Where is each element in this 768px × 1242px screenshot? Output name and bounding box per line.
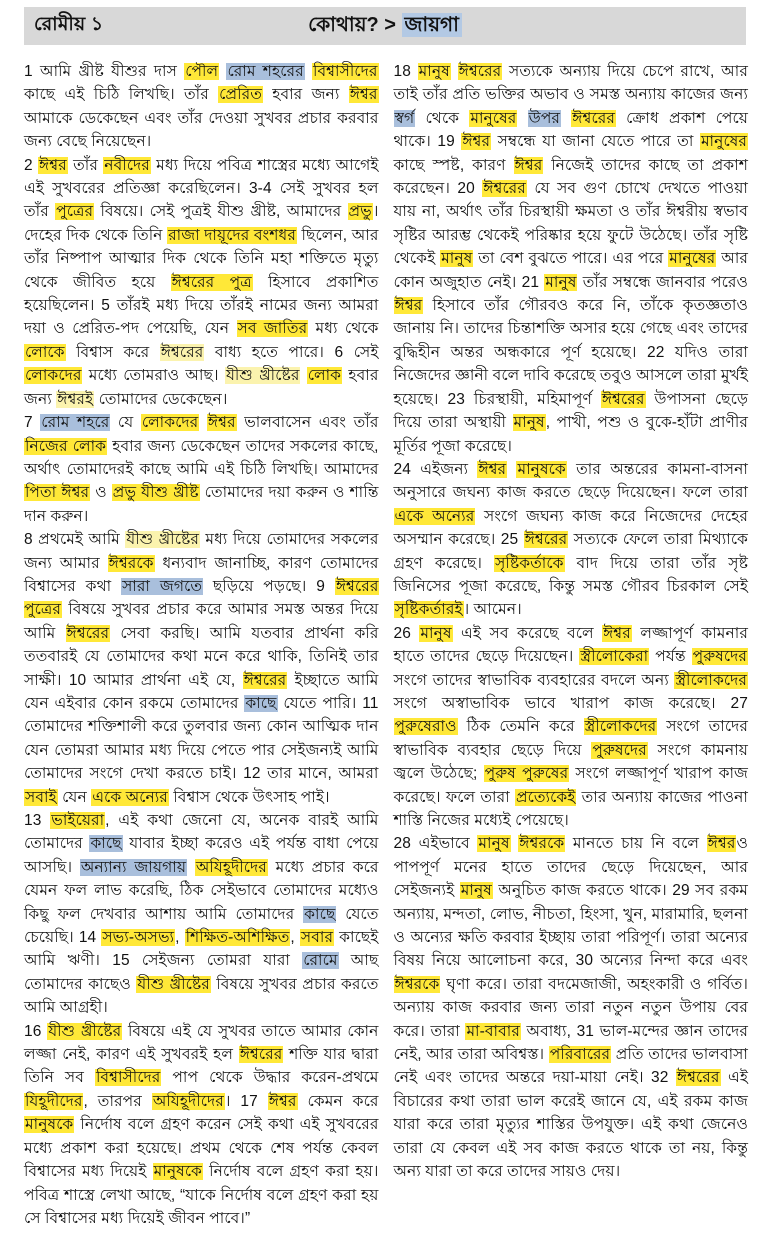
person-highlight: যিহূদীদের xyxy=(25,1092,83,1110)
person-highlight: ঈশ্বরের xyxy=(458,63,502,80)
place-highlight: স্বর্গ xyxy=(394,109,415,127)
text-columns xyxy=(0,45,768,1242)
person-highlight: সবার xyxy=(300,929,334,947)
verse-text: মধ্যে প্রচার করে যেমন ফল লাভ করেছি, ঠিক সেইভাবে তোমাদের মধ্যেও কিছু ফল দেখবার আশায় আমি তোমাদের xyxy=(24,858,379,923)
person-highlight: সবাই xyxy=(25,788,57,806)
verse-text: ও পাপপূর্ণ মনের হাতে তাদের ছেড়ে দিয়েছেন, আর সেইজন্যই xyxy=(393,835,748,900)
person-highlight: ঈশ্বরকে xyxy=(519,835,565,853)
person-highlight: মানুষকে xyxy=(517,460,566,478)
place-highlight: কাছে xyxy=(90,835,122,853)
verse-text: মধ্য থেকে xyxy=(308,320,379,338)
column-right xyxy=(394,60,749,1230)
verse-text: 18 xyxy=(393,63,418,80)
verse-text xyxy=(199,414,207,431)
person-highlight: ঈশ্বর xyxy=(462,133,491,151)
person-highlight: লোকদের xyxy=(25,367,82,385)
person-highlight: স্ত্রীলোকদের xyxy=(675,671,747,689)
person-highlight: মানুষ xyxy=(513,414,545,432)
person-highlight: মানুষকে xyxy=(153,1163,202,1181)
person-highlight: মানুষের xyxy=(669,250,716,268)
person-highlight: ঈশ্বরের xyxy=(160,343,204,361)
verse-paragraph xyxy=(24,1020,379,1231)
verse-text xyxy=(305,63,312,80)
verse-text: 24 এইজন্য xyxy=(393,460,478,478)
person-highlight: প্রত্যেকেই xyxy=(515,788,576,806)
verse-text: ক্রোধ প্রকাশ পেয়ে থাকে। 19 xyxy=(393,109,748,151)
person-highlight: নবীদের xyxy=(104,156,150,174)
verse-text: যেতে চেয়েছি। 14 xyxy=(24,905,379,947)
verse-text: ধন্যবাদ জানাচ্ছি, কারণ তোমাদের বিশ্বাসের কথা xyxy=(24,554,379,595)
verse-text: তোমাদের দয়া করুন ও শান্তি দান করুন। xyxy=(24,484,379,525)
verse-text xyxy=(300,367,306,384)
person-highlight: একে অন্যের xyxy=(394,507,475,525)
verse-text: হবার জন্য xyxy=(24,367,379,408)
verse-text: হবার জন্য ডেকেছেন তাদের সকলের কাছে, অর্থাৎ তোমাদেরই কাছে আমি এই চিঠি লিখছি। আমাদের xyxy=(24,437,379,478)
verse-paragraph xyxy=(24,528,379,809)
verse-text: যেন xyxy=(57,788,92,806)
verse-text: তার অন্যায় কাজের পাওনা শাস্তি নিজের মধ্যেই পেয়েছে। xyxy=(393,788,748,829)
place-highlight: কাছে xyxy=(304,905,336,923)
person-highlight: সৃষ্টিকর্তাকে xyxy=(495,554,564,572)
person-highlight: ঈশ্বরের xyxy=(239,1046,283,1064)
verse-text: মধ্য দিয়ে তোমাদের সকলের জন্য আমার xyxy=(24,531,379,572)
verse-text: বাধ্য হতে পারে। 6 সেই xyxy=(204,343,379,361)
person-highlight: ঈশ্বরের xyxy=(572,109,615,127)
person-highlight: পৌল xyxy=(185,63,219,80)
person-highlight: বিশ্বাসীদের xyxy=(95,1069,161,1087)
verse-text: যাবার ইচ্ছা করেও এই পর্যন্ত বাধা পেয়ে আসছি। xyxy=(24,835,379,876)
verse-paragraph xyxy=(24,154,379,411)
verse-paragraph xyxy=(394,622,749,833)
question-topic-highlight: জায়গা xyxy=(402,13,462,37)
verse-text: তোমাদের ডেকেছেন। xyxy=(94,390,228,408)
person-highlight: ঈশ্বরই xyxy=(57,390,94,408)
person-highlight: ঈশ্বরকে xyxy=(394,975,440,993)
person-highlight: যীশু খ্রীষ্টের xyxy=(225,367,300,385)
verse-text: অবাধ্য, 31 ভাল-মন্দের জ্ঞান তাদের নেই, আর তারা অবিশ্বস্ত। xyxy=(393,1022,748,1064)
verse-text: সংগে অস্বাভাবিক ভাবে খারাপ কাজ করেছে। 27 xyxy=(393,694,748,712)
person-highlight: পুত্রের xyxy=(56,203,94,221)
verse-paragraph xyxy=(394,832,749,1183)
verse-text: সত্যকে ফেলে তারা মিথ্যাকে গ্রহণ করেছে। xyxy=(393,531,748,572)
verse-text: 7 xyxy=(24,414,41,432)
verse-text: সত্যকে অন্যায় দিয়ে চেপে রাখে, আর তাই তাঁর প্রতি ভক্তির অভাব ও সমস্ত অন্যায় কাজের জন্য xyxy=(393,63,748,104)
person-highlight: ঈশ্বরের xyxy=(483,180,526,198)
person-highlight: ঈশ্বর xyxy=(707,835,736,853)
person-highlight: মানুষ xyxy=(478,835,510,853)
person-highlight: পিতা ঈশ্বর xyxy=(25,484,90,502)
verse-text: , xyxy=(290,929,300,947)
person-highlight: প্রভু xyxy=(348,203,372,221)
verse-text: ইচ্ছাতে আমি যেন এইবার কোন রকমে তোমাদের xyxy=(24,671,379,712)
person-highlight: ঈশ্বর xyxy=(478,460,507,478)
verse-text: ভালবাসেন এবং তাঁর xyxy=(236,414,379,432)
verse-text: যে সব গুণ চোখে দেখতে পাওয়া যায় না, অর্থাৎ তাঁর চিরস্থায়ী ক্ষমতা ও তাঁর ঈশ্বরীয় স্বভাব সৃষ্টির আরম্ভ থেকেই পরিষ্কার হয়ে ফুটে উঠেছে। তাঁর সৃষ্টি থেকেই xyxy=(393,180,748,268)
question-label: কোথায়? > xyxy=(308,13,402,36)
verse-text: হবার জন্য xyxy=(262,86,349,104)
person-highlight: ঈশ্বর xyxy=(394,297,423,315)
verse-text: নির্দোষ বলে গ্রহণ করেন সেই কথা এই সুখবরের মধ্যে প্রকাশ করা হয়েছে। প্রথম থেকে শেষ পর্যন্ত কেবল বিশ্বাসের মধ্য দিয়েই xyxy=(24,1116,379,1181)
verse-text: তার অন্তরের কামনা-বাসনা অনুসারে জঘন্য কাজ করতে ছেড়ে দিয়েছেন। ফলে তারা xyxy=(393,460,748,502)
person-highlight: মানুষের xyxy=(470,109,517,127)
verse-text: 13 xyxy=(24,812,51,829)
person-highlight: পুরুষেরাও xyxy=(394,718,457,736)
place-highlight: উপর xyxy=(528,109,561,127)
verse-text: শক্তি যার দ্বারা তিনি সব xyxy=(24,1046,379,1087)
place-highlight: অন্যান্য জায়গায় xyxy=(80,858,187,876)
verse-text: হিসাবে তাঁর গৌরবও করে নি, তাঁকে কৃতজ্ঞতাও জানায় নি। তাদের চিন্তাশক্তি অসার হয়ে গেছে এবং তাদের বুদ্ধিহীন অন্তর অন্ধকারে পূর্ণ হয়েছে। 22 যদিও তারা নিজেদের জ্ঞানী বলে দাবি করেছে তবুও আসলে তারা মুর্খই হয়েছে। 23 চিরস্থায়ী, মহিমাপূর্ণ xyxy=(393,297,748,408)
person-highlight: অযিহূদীদের xyxy=(152,1092,224,1110)
person-highlight: পুরুষ পুরুষের xyxy=(484,765,569,783)
verse-paragraph xyxy=(24,809,379,1020)
verse-text: 28 এইভাবে xyxy=(393,835,478,853)
verse-text: কাছেই আমি ঋণী। 15 সেইজন্য তোমরা যারা xyxy=(24,929,379,970)
place-highlight: রোমে xyxy=(303,952,338,970)
person-highlight: যীশু খ্রীষ্টের xyxy=(126,531,199,549)
verse-text: সংগে লজ্জাপূর্ণ খারাপ কাজ করেছে। ফলে তারা xyxy=(393,765,749,806)
person-highlight: সব জাতির xyxy=(237,320,308,338)
column-left xyxy=(24,60,379,1230)
verse-text: পর্যন্ত xyxy=(649,648,692,666)
person-highlight: অযিহূদীদের xyxy=(195,858,267,876)
place-highlight: রোম শহরের xyxy=(227,63,304,80)
verse-text: যে xyxy=(110,414,141,432)
verse-text: 1 আমি খ্রীষ্ট যীশুর দাস xyxy=(24,63,185,80)
verse-text: 26 xyxy=(393,624,420,642)
verse-text xyxy=(187,859,195,876)
verse-text: , xyxy=(175,929,185,947)
verse-text: প্রতি তাদের ভালবাসা নেই এবং তাদের অন্তরে দয়া-মায়া নেই। 32 xyxy=(393,1046,748,1087)
person-highlight: ঈশ্বরের পুত্র xyxy=(171,273,252,291)
verse-text: ও xyxy=(90,484,112,502)
verse-text: , এই কথা জেনো যে, অনেক বারই আমি তোমাদের xyxy=(24,812,379,853)
person-highlight: ঈশ্বরকে xyxy=(108,554,154,572)
verse-text xyxy=(561,110,571,127)
person-highlight: ঈশ্বর xyxy=(603,624,631,642)
verse-text: ছড়িয়ে পড়ছে। 9 xyxy=(203,577,335,595)
verse-paragraph xyxy=(394,60,749,458)
person-highlight: ভাইয়েরা xyxy=(51,812,105,829)
person-highlight: রাজা দায়ূদের বংশধর xyxy=(168,226,296,244)
place-highlight: রোম শহরে xyxy=(41,414,110,432)
verse-text: লজ্জাপূর্ণ কামনার হাতে তাদের ছেড়ে দিয়েছেন। xyxy=(393,624,748,666)
person-highlight: সভ্য-অসভ্য xyxy=(102,929,175,947)
person-highlight: ঈশ্বর xyxy=(349,86,378,104)
verse-text: সংগে কামনায় জ্বলে উঠেছে; xyxy=(393,741,748,783)
verse-text: কাছে স্পষ্ট, কারণ xyxy=(393,156,514,174)
verse-text: , তারপর xyxy=(83,1092,152,1110)
person-highlight: মানুষ xyxy=(420,624,452,642)
verse-text: পাপ থেকে উদ্ধার করেন-প্রথমে xyxy=(161,1069,379,1087)
person-highlight: শিক্ষিত-অশিক্ষিত xyxy=(185,929,290,947)
person-highlight: লোকে xyxy=(25,343,65,361)
verse-text: উপাসনা ছেড়ে দিয়ে তারা অস্থায়ী xyxy=(393,390,749,432)
person-highlight: যীশু খ্রীষ্টের xyxy=(137,975,210,993)
person-highlight: মা-বাবার xyxy=(466,1022,520,1040)
person-highlight: বিশ্বাসীদের xyxy=(313,63,378,80)
study-question xyxy=(24,10,746,43)
person-highlight: ঈশ্বর xyxy=(39,156,67,174)
person-highlight: প্রেরিত xyxy=(219,86,262,104)
verse-text: মধ্য দিয়ে পবিত্র শাস্ত্রের মধ্যে আগেই এই সুখবরের প্রতিজ্ঞা করেছিলেন। 3-4 সেই সুখবর হল তাঁর xyxy=(24,156,379,221)
page-header xyxy=(24,7,746,45)
person-highlight: পুরুষদের xyxy=(592,741,647,759)
verse-text: , পাখী, পশু ও বুকে-হাঁটা প্রাণীর মূর্তির পূজা করেছে। xyxy=(393,414,748,455)
person-highlight: মানুষ xyxy=(460,882,492,900)
verse-paragraph xyxy=(24,411,379,528)
verse-text: অনুচিত কাজ করতে থাকে। 29 সব রকম অন্যায়, মন্দতা, লোভ, নীচতা, হিংসা, খুন, মারামারি, ছলনা ও অন্যের ক্ষতি করবার ইচ্ছায় তারা পরিপূর্ণ। তারা অন্যের বিষয় নিয়ে আলোচনা করে, 30 অন্যের নিন্দা করে এবং xyxy=(393,882,748,970)
verse-text: 2 xyxy=(24,156,39,174)
verse-text: ছিলেন, আর তাঁর নিষ্পাপ আত্মার দিক থেকে তিনি মহা শক্তিতে মৃত্যু থেকে জীবিত হয়ে xyxy=(24,226,379,291)
verse-text: মানতে চায় নি বলে xyxy=(565,835,707,853)
place-highlight: সারা জগতে xyxy=(122,577,203,595)
person-highlight: মানুষ xyxy=(418,63,450,80)
person-highlight: যীশু খ্রীষ্টের xyxy=(48,1022,122,1040)
verse-text: বিশ্বাস থেকে উৎসাহ পাই। xyxy=(168,788,330,806)
person-highlight: পরিবারের xyxy=(549,1046,611,1064)
verse-text: বিশ্বাস করে xyxy=(65,343,160,361)
verse-text: বিষয়ে। সেই পুত্রই যীশু খ্রীষ্ট, আমাদের xyxy=(94,203,348,221)
verse-paragraph xyxy=(394,458,749,622)
person-highlight: স্ত্রীলোকদের xyxy=(584,718,657,736)
verse-text: । আমেন। xyxy=(463,601,522,619)
verse-text: সম্বন্ধে যা জানা যেতে পারে তা xyxy=(491,133,700,151)
person-highlight: প্রভু যীশু খ্রীষ্ট xyxy=(112,484,199,502)
verse-text: বিষয়ে সুখবর প্রচার করতে আমি আগ্রহী। xyxy=(24,975,379,1017)
verse-text xyxy=(451,63,458,80)
verse-text: তাঁর সম্বন্ধে জানবার পরেও xyxy=(577,273,748,291)
person-highlight: নিজের লোক xyxy=(25,437,107,455)
verse-text: সংগে তাদের স্বাভাবিক ব্যবহার ছেড়ে দিয়ে xyxy=(393,718,748,759)
person-highlight: স্ত্রীলোকেরা xyxy=(580,648,649,666)
verse-text: আমাকে ডেকেছেন এবং তাঁর দেওয়া সুখবর প্রচার করবার জন্য বেছে নিয়েছেন। xyxy=(24,109,379,151)
person-highlight: সৃষ্টিকর্তারই xyxy=(394,601,463,619)
person-highlight: ঈশ্বরের xyxy=(601,390,645,408)
verse-text: বিষয়ে সুখবর প্রচার করে আমার সমস্ত অন্তর দিয়ে আমি xyxy=(24,601,379,642)
verse-text: তাঁর xyxy=(67,156,104,174)
person-highlight: ঈশ্বরের xyxy=(676,1069,720,1087)
verse-text: 16 xyxy=(24,1022,48,1040)
verse-text: এই বিচারের কথা তারা ভাল করেই জানে যে, এই রকম কাজ যারা করে তারা মৃত্যুর শাস্তির উপযুক্ত। এই কথা জেনেও তারা যে কেবল এই সব কাজ করতে থাকে তা নয়, কিন্তু অন্য যারা তা করে তাদের সায়ও দেয়। xyxy=(393,1069,748,1181)
verse-text: সেবা করছি। আমি যতবার প্রার্থনা করি ততবারই যে তোমাদের কথা মনে করে থাকি, তিনিই তার সাক্ষী। 10 আমার প্রার্থনা এই যে, xyxy=(24,624,379,689)
verse-text: । দেহের দিক থেকে তিনি xyxy=(24,203,379,244)
person-highlight: পুরুষদের xyxy=(692,648,748,666)
person-highlight: ঈশ্বরের xyxy=(66,624,110,642)
person-highlight: লোক xyxy=(307,367,342,385)
verse-text: নিজেই তাদের কাছে তা প্রকাশ করেছেন। 20 xyxy=(393,156,749,198)
verse-text: আর কোন অজুহাত নেই। 21 xyxy=(393,250,748,291)
person-highlight: মানুষকে xyxy=(25,1116,74,1134)
book-chapter-title: রোমীয় ১ xyxy=(34,14,104,35)
verse-paragraph xyxy=(24,60,379,154)
verse-text: 8 প্রথমেই আমি xyxy=(24,531,126,549)
verse-text: । 17 xyxy=(224,1092,268,1110)
verse-text: থেকে xyxy=(415,109,470,127)
person-highlight: ঈশ্বর xyxy=(514,156,543,174)
verse-text: কেমন করে xyxy=(297,1092,379,1110)
person-highlight: ঈশ্বরের xyxy=(524,531,568,549)
verse-text: বাদ দিয়ে তারা তাঁর সৃষ্ট জিনিসের পূজা করেছে, কিন্তু সমস্ত গৌরব চিরকাল সেই xyxy=(393,554,749,595)
verse-text: আছ তোমাদের কাছেও xyxy=(24,952,379,993)
place-highlight: কাছে xyxy=(245,694,277,712)
verse-text: হিসাবে প্রকাশিত হয়েছিলেন। 5 তাঁরই মধ্য দিয়ে তাঁরই নামের জন্য আমরা দয়া ও প্রেরিত-পদ পেয়েছি, যেন xyxy=(24,273,379,338)
person-highlight: ঈশ্বর xyxy=(207,414,236,432)
person-highlight: একে অন্যের xyxy=(92,788,168,806)
person-highlight: লোকদের xyxy=(141,414,199,432)
verse-text: কাছে এই চিঠি লিখছি। তাঁর xyxy=(24,86,219,104)
verse-text: তা বেশ বুঝতে পারে। এর পরে xyxy=(473,250,669,268)
person-highlight: ঈশ্বরের xyxy=(243,671,287,689)
verse-text: বিষয়ে এই যে সুখবর তাতে আমার কোন লজ্জা নেই, কারণ এই সুখবরই হল xyxy=(24,1022,379,1064)
bible-study-page xyxy=(0,7,768,1242)
verse-text: মধ্যে তোমরাও আছ। xyxy=(82,367,225,385)
verse-text: নির্দোষ বলে গ্রহণ করা হয়। পবিত্র শাস্ত্রে লেখা আছে, “যাকে নির্দোষ বলে গ্রহণ করা হয় সে বিশ্বাসের মধ্য দিয়েই জীবন পাবে।” xyxy=(24,1163,379,1227)
verse-text xyxy=(517,110,527,127)
verse-text: সংগে তাদের স্বাভাবিক ব্যবহারের বদলে অন্য xyxy=(393,671,675,689)
verse-text: যেতে পারি। 11 তোমাদের শক্তিশালী করে তুলবার জন্য কোন আত্মিক দান যেন তোমরা আমার মধ্য দিয়ে পেতে পার সেইজন্যই আমি তোমাদের সংগে দেখা করতে চাই। 12 তার মানে, আমরা xyxy=(24,694,379,783)
verse-text: ঠিক তেমনি করে xyxy=(457,718,584,736)
person-highlight: ঈশ্বর xyxy=(268,1092,297,1110)
verse-text: এই সব করেছে বলে xyxy=(452,624,603,642)
person-highlight: মানুষ xyxy=(441,250,473,268)
verse-text: সংগে জঘন্য কাজ করে নিজেদের দেহের অসম্মান করেছে। 25 xyxy=(393,507,748,549)
person-highlight: মানুষের xyxy=(700,133,747,151)
verse-text: ঘৃণা করে। তারা বদমেজাজী, অহংকারী ও গর্বিত। অন্যায় কাজ করবার জন্য তারা নতুন নতুন উপায় বের করে। তারা xyxy=(393,975,748,1040)
person-highlight: ঈশ্বরের পুত্রের xyxy=(24,577,379,619)
person-highlight: মানুষ xyxy=(545,273,577,291)
